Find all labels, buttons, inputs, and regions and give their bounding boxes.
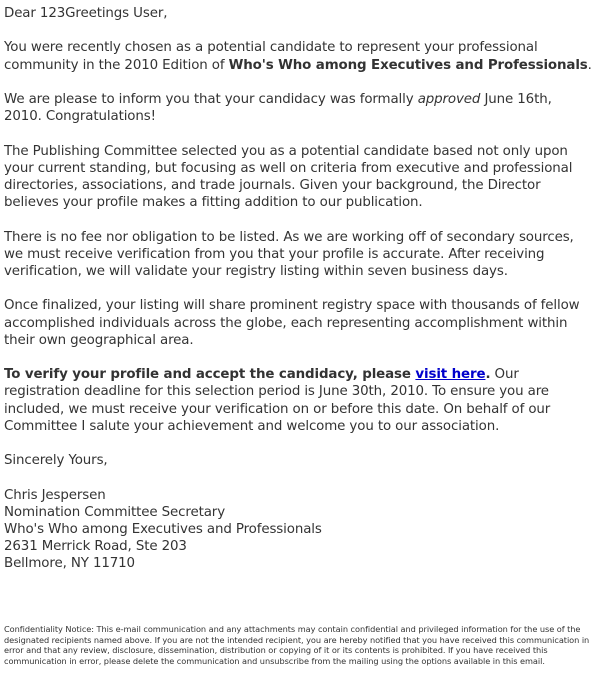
verify-paragraph [4, 366, 592, 435]
signer-organization: Who's Who among Executives and Professionals [4, 521, 322, 537]
fee-paragraph: There is no fee nor obligation to be listed. As we are working off of secondary sources, we must receive verification from you that your profile is accurate. After receiving verification, we will validate your registry listing within seven business days. [4, 229, 574, 279]
deadline-text: Our registration deadline for this selection period is June 30th, 2010. To ensure you are included, we must receive your verification on or before this date. On behalf of our Committee I salute your achievement and welcome you to our association. [4, 367, 551, 434]
signer-name: Chris Jespersen [4, 487, 106, 503]
approval-end: June 16th, 2010. Congratulations! [4, 91, 552, 125]
listing-paragraph: Once finalized, your listing will share prominent registry space with thousands of fellow accomplished individuals across the globe, each representing accomplishment within their own geographical area. [4, 298, 580, 348]
committee-paragraph: The Publishing Committee selected you as a potential candidate based not only upon your current standing, but focusing as well on criteria from executive and professional directories, associations, and trade journals. Given your background, the Director believes your profile makes a fitting addition to our publication. [4, 143, 573, 211]
address-line-1: 2631 Merrick Road, Ste 203 [4, 539, 187, 555]
visit-here-link[interactable]: visit here [415, 367, 486, 383]
address-line-2: Bellmore, NY 11710 [4, 556, 135, 572]
candidate-end: . [587, 57, 592, 73]
approved-word: approved [417, 91, 481, 107]
approval-paragraph [4, 91, 592, 125]
confidentiality-notice: Confidentiality Notice: This e-mail communication and any attachments may contain confidential and privileged information for the use of the designated recipients named above. If you are not the intended recipient, you are hereby notified that you have received this communication in error and that any review, disclosure, dissemination, distribution or copying of it or its contents is prohibited. If you have received this communication in error, please delete the communication and unsubscribe from the mailing using the options available in this email. [4, 624, 590, 666]
signer-title: Nomination Committee Secretary [4, 504, 225, 520]
verify-call: To verify your profile and accept the candidacy, please [4, 367, 416, 383]
verify-call-end: . [485, 367, 491, 383]
candidate-text: You were recently chosen as a potential candidate to represent your professional community in the 2010 Edition of [4, 40, 538, 73]
candidate-paragraph [4, 39, 592, 73]
closing: Sincerely Yours, [4, 453, 108, 469]
signature-block [4, 487, 592, 573]
email-body [4, 5, 592, 590]
publication-name: Who's Who among Executives and Professionals [228, 57, 588, 73]
approval-text: We are please to inform you that your candidacy was formally [4, 91, 418, 107]
greeting: Dear 123Greetings User, [4, 6, 168, 21]
